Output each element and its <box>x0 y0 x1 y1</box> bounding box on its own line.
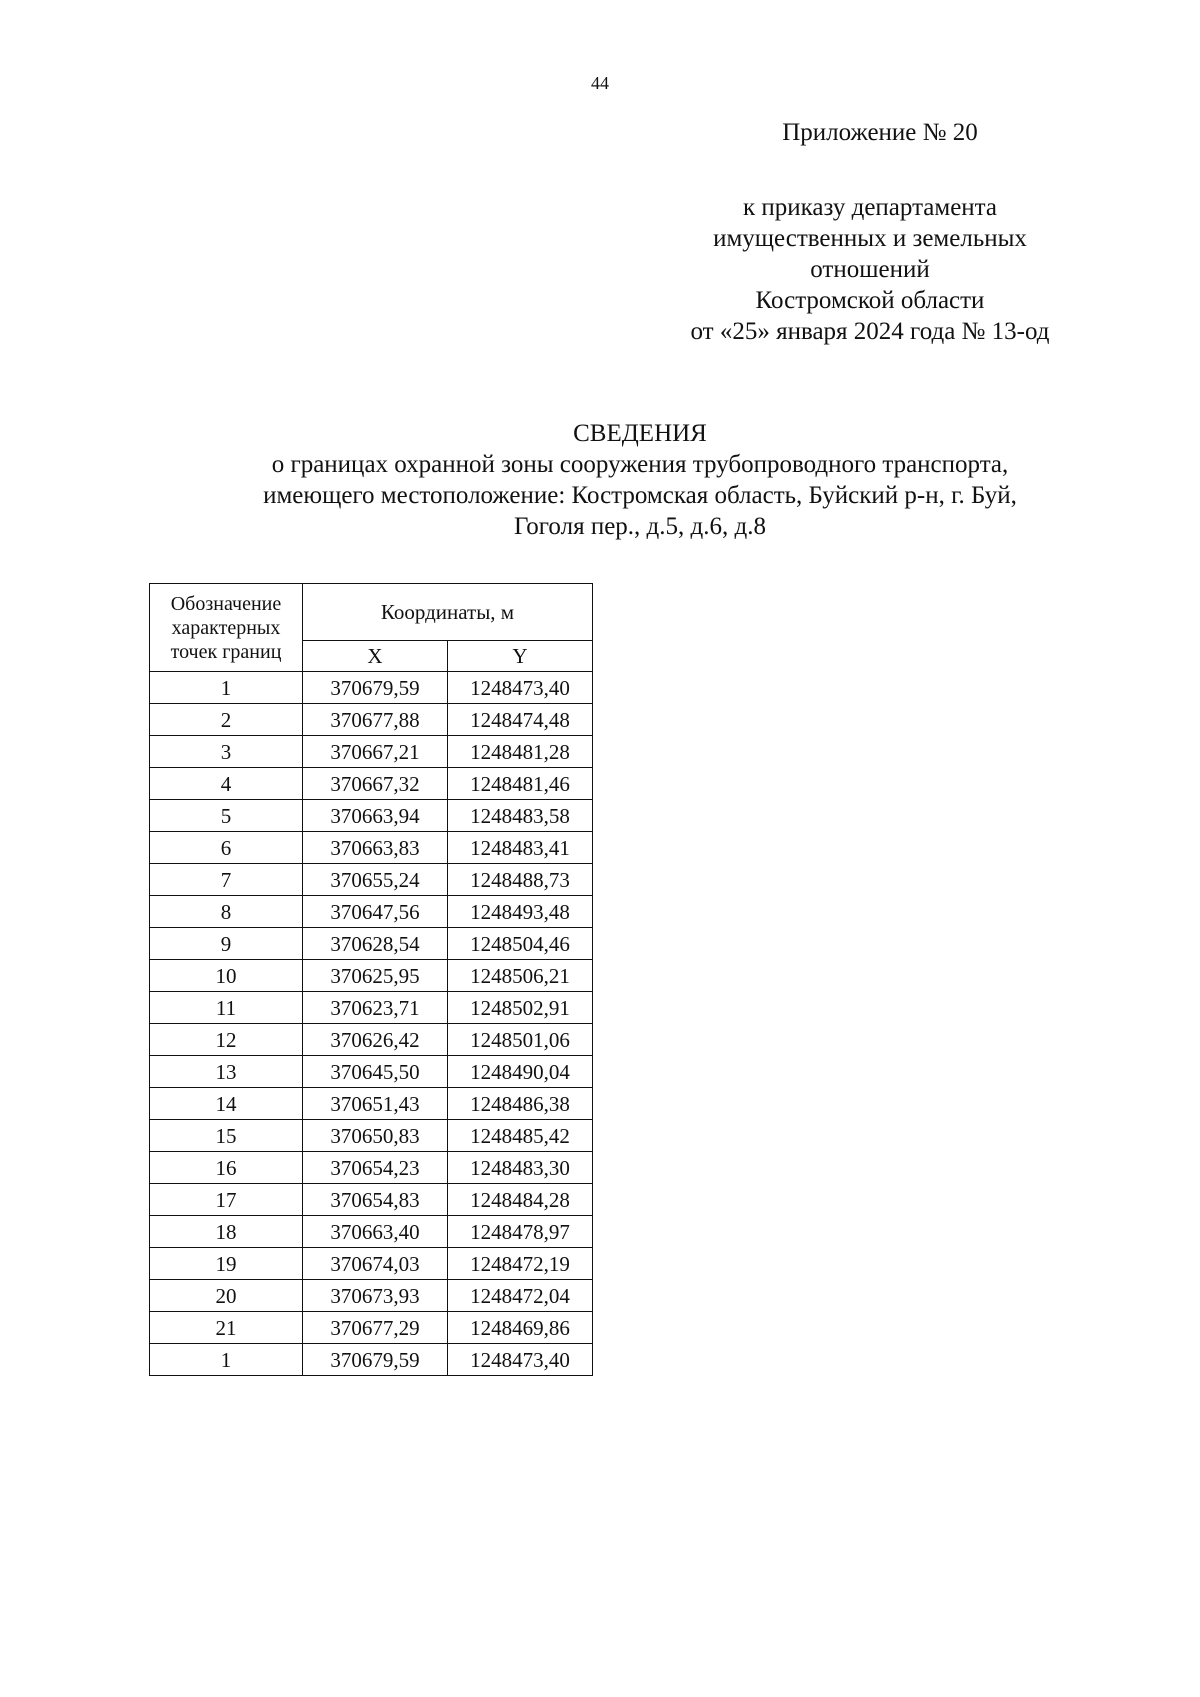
y-cell: 1248474,48 <box>448 704 593 736</box>
y-header: Y <box>448 641 593 672</box>
point-header <box>150 584 303 672</box>
table-row <box>150 832 593 864</box>
point-cell: 5 <box>150 800 303 832</box>
x-cell: 370679,59 <box>303 672 448 704</box>
point-cell: 15 <box>150 1120 303 1152</box>
point-cell: 1 <box>150 1344 303 1376</box>
order-line: имущественных и земельных <box>713 225 1027 252</box>
point-cell: 10 <box>150 960 303 992</box>
point-cell: 16 <box>150 1152 303 1184</box>
table-row <box>150 1312 593 1344</box>
table-row <box>150 1184 593 1216</box>
y-cell: 1248473,40 <box>448 1344 593 1376</box>
x-cell: 370663,40 <box>303 1216 448 1248</box>
y-cell: 1248484,28 <box>448 1184 593 1216</box>
x-cell: 370673,93 <box>303 1280 448 1312</box>
y-cell: 1248472,19 <box>448 1248 593 1280</box>
table-row <box>150 768 593 800</box>
heading-line: имеющего местоположение: Костромская область, Буйский р-н, г. Буй, <box>263 482 1017 509</box>
point-header-line: Обозначение <box>170 592 282 615</box>
page-number: 44 <box>591 73 609 93</box>
x-cell: 370674,03 <box>303 1248 448 1280</box>
point-cell: 21 <box>150 1312 303 1344</box>
table-row <box>150 864 593 896</box>
x-cell: 370651,43 <box>303 1088 448 1120</box>
x-cell: 370677,88 <box>303 704 448 736</box>
y-cell: 1248493,48 <box>448 896 593 928</box>
x-cell: 370667,21 <box>303 736 448 768</box>
x-cell: 370663,94 <box>303 800 448 832</box>
point-cell: 17 <box>150 1184 303 1216</box>
point-cell: 9 <box>150 928 303 960</box>
table-row <box>150 704 593 736</box>
x-cell: 370647,56 <box>303 896 448 928</box>
x-cell: 370654,83 <box>303 1184 448 1216</box>
order-line: от «25» января 2024 года № 13-од <box>690 318 1050 345</box>
point-cell: 1 <box>150 672 303 704</box>
table-row <box>150 992 593 1024</box>
x-cell: 370677,29 <box>303 1312 448 1344</box>
table-row <box>150 896 593 928</box>
x-cell: 370655,24 <box>303 864 448 896</box>
heading-title: СВЕДЕНИЯ <box>573 420 707 447</box>
point-cell: 20 <box>150 1280 303 1312</box>
coordinates-table <box>149 583 593 1376</box>
point-header-line: точек границ <box>170 640 282 663</box>
table-row <box>150 1248 593 1280</box>
y-cell: 1248506,21 <box>448 960 593 992</box>
point-cell: 18 <box>150 1216 303 1248</box>
table-row <box>150 1024 593 1056</box>
x-cell: 370667,32 <box>303 768 448 800</box>
table-row <box>150 736 593 768</box>
y-cell: 1248490,04 <box>448 1056 593 1088</box>
point-cell: 19 <box>150 1248 303 1280</box>
table-row <box>150 1216 593 1248</box>
y-cell: 1248469,86 <box>448 1312 593 1344</box>
point-cell: 14 <box>150 1088 303 1120</box>
point-cell: 3 <box>150 736 303 768</box>
point-header-line: характерных <box>171 616 281 639</box>
y-cell: 1248481,28 <box>448 736 593 768</box>
table-row <box>150 672 593 704</box>
table-row <box>150 1120 593 1152</box>
y-cell: 1248473,40 <box>448 672 593 704</box>
point-cell: 11 <box>150 992 303 1024</box>
table-row <box>150 800 593 832</box>
order-line: Костромской области <box>755 287 985 314</box>
x-cell: 370628,54 <box>303 928 448 960</box>
y-cell: 1248501,06 <box>448 1024 593 1056</box>
table-row <box>150 928 593 960</box>
x-cell: 370625,95 <box>303 960 448 992</box>
point-cell: 7 <box>150 864 303 896</box>
y-cell: 1248504,46 <box>448 928 593 960</box>
x-cell: 370645,50 <box>303 1056 448 1088</box>
table-row <box>150 1088 593 1120</box>
coordinates-header: Координаты, м <box>303 584 593 641</box>
x-cell: 370654,23 <box>303 1152 448 1184</box>
x-cell: 370623,71 <box>303 992 448 1024</box>
x-cell: 370663,83 <box>303 832 448 864</box>
table-row <box>150 960 593 992</box>
y-cell: 1248486,38 <box>448 1088 593 1120</box>
y-cell: 1248472,04 <box>448 1280 593 1312</box>
x-cell: 370679,59 <box>303 1344 448 1376</box>
y-cell: 1248485,42 <box>448 1120 593 1152</box>
point-cell: 2 <box>150 704 303 736</box>
heading-line: Гоголя пер., д.5, д.6, д.8 <box>514 513 766 540</box>
point-cell: 4 <box>150 768 303 800</box>
y-cell: 1248483,30 <box>448 1152 593 1184</box>
order-reference <box>640 192 1100 347</box>
table-row <box>150 1056 593 1088</box>
table-row <box>150 1280 593 1312</box>
heading-line: о границах охранной зоны сооружения трубопроводного транспорта, <box>271 451 1009 478</box>
y-cell: 1248488,73 <box>448 864 593 896</box>
y-cell: 1248483,58 <box>448 800 593 832</box>
order-line: к приказу департамента <box>742 194 998 221</box>
x-cell: 370650,83 <box>303 1120 448 1152</box>
point-cell: 6 <box>150 832 303 864</box>
table-body <box>150 672 593 1376</box>
order-line: отношений <box>810 256 930 283</box>
document-heading <box>0 418 1200 542</box>
point-cell: 13 <box>150 1056 303 1088</box>
y-cell: 1248478,97 <box>448 1216 593 1248</box>
point-cell: 8 <box>150 896 303 928</box>
point-cell: 12 <box>150 1024 303 1056</box>
y-cell: 1248483,41 <box>448 832 593 864</box>
y-cell: 1248481,46 <box>448 768 593 800</box>
x-cell: 370626,42 <box>303 1024 448 1056</box>
y-cell: 1248502,91 <box>448 992 593 1024</box>
table-row <box>150 1152 593 1184</box>
appendix-title: Приложение № 20 <box>782 119 978 146</box>
x-header: X <box>303 641 448 672</box>
table-row <box>150 1344 593 1376</box>
